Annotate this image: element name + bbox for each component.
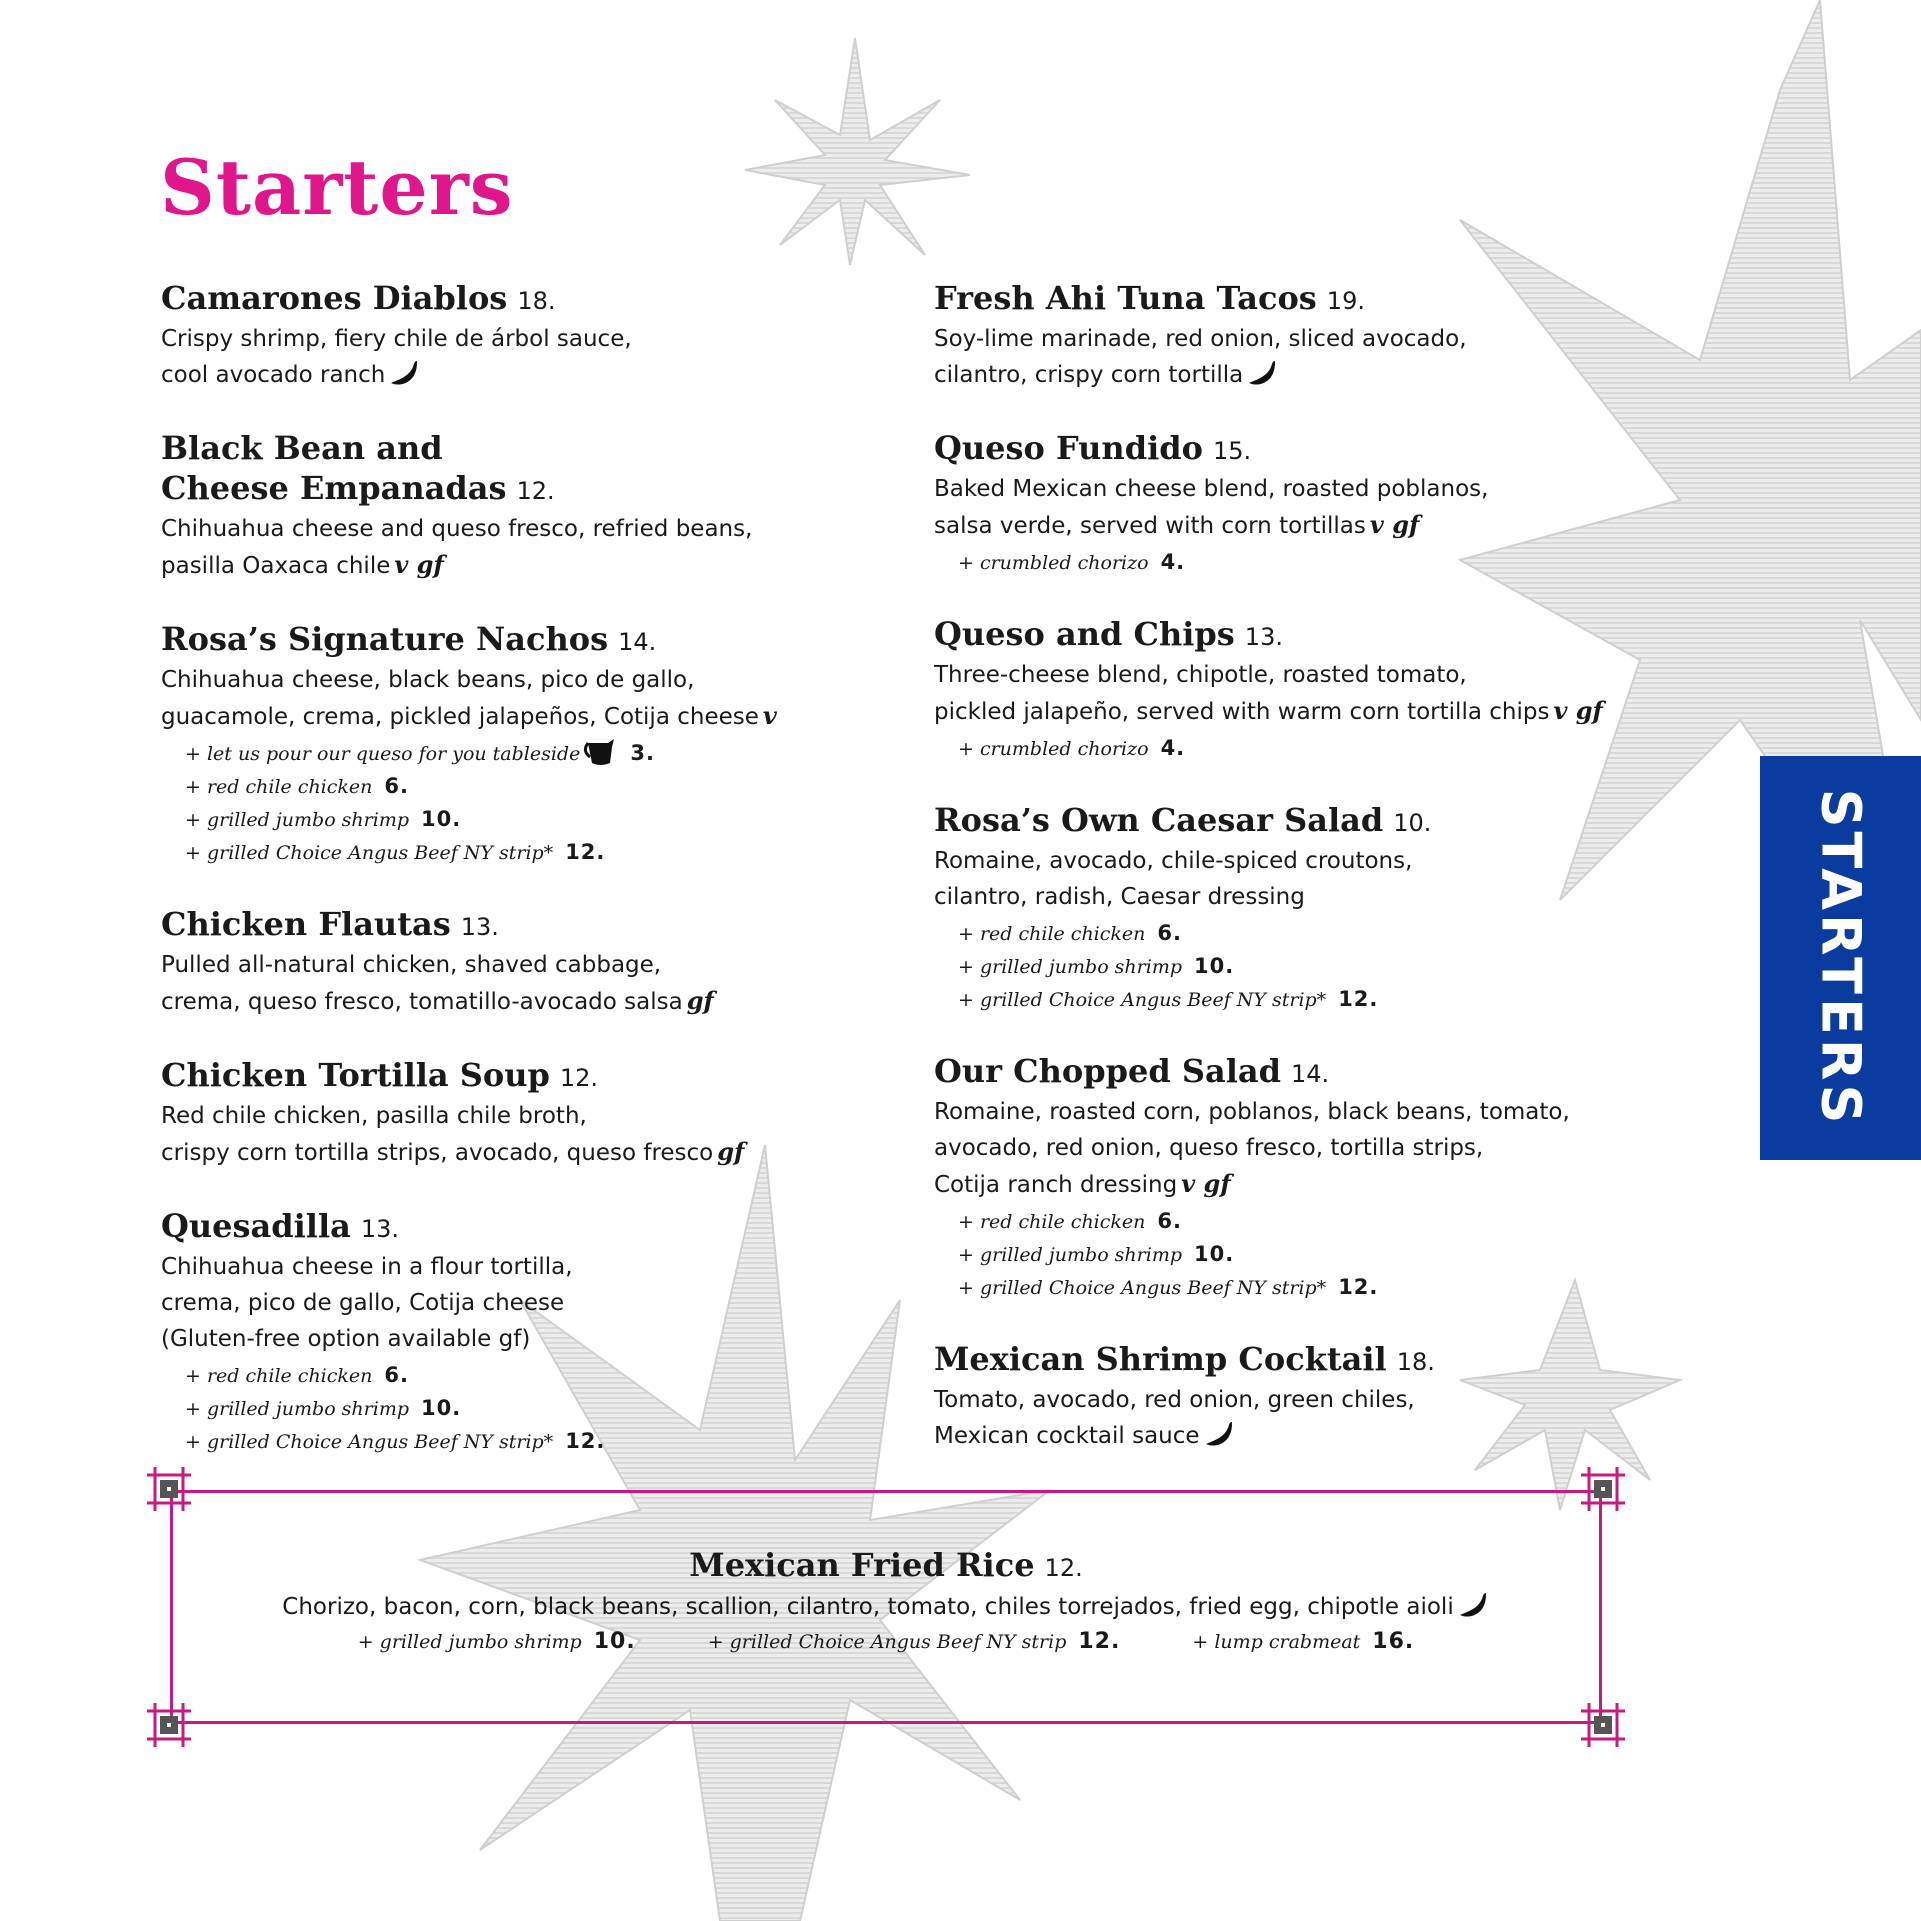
addon-item[interactable]: [185, 803, 801, 836]
item-description-line: [934, 357, 1634, 393]
item-description-line: [934, 321, 1634, 357]
item-description-text: crema, pico de gallo, Cotija cheese: [161, 1290, 565, 1316]
item-description-line: [161, 698, 801, 735]
item-description-text: pasilla Oaxaca chile: [161, 553, 391, 579]
item-description-text: Cotija ranch dressing: [934, 1172, 1178, 1198]
item-description-line: [934, 1130, 1634, 1166]
dietary-tags: v gf: [1181, 1169, 1231, 1198]
item-price: 13.: [1244, 623, 1283, 651]
addon-item[interactable]: [958, 950, 1634, 983]
addon-label: + let us pour our queso for you tableside: [185, 743, 581, 765]
section-tab-label: STARTERS: [1809, 788, 1872, 1128]
item-price: 12.: [1044, 1554, 1083, 1582]
item-name: [934, 1339, 1634, 1382]
addon-item[interactable]: [358, 1626, 636, 1658]
addon-item[interactable]: [185, 836, 801, 869]
item-description-text: Chorizo, bacon, corn, black beans, scallion, cilantro, tomato, chiles torrejados, fried egg, chipotle aioli: [282, 1594, 1454, 1620]
item-description-text: Soy-lime marinade, red onion, sliced avocado,: [934, 326, 1467, 352]
addon-item[interactable]: [958, 732, 1634, 765]
item-description-text: avocado, red onion, queso fresco, tortilla strips,: [934, 1135, 1484, 1161]
item-description-text: Pulled all-natural chicken, shaved cabbage,: [161, 952, 662, 978]
item-name-text: Mexican Fried Rice: [689, 1546, 1035, 1584]
item-description-text: pickled jalapeño, served with warm corn tortilla chips: [934, 699, 1550, 725]
item-description-line: [161, 1285, 801, 1321]
addon-item[interactable]: [185, 1359, 801, 1392]
dietary-tags: gf: [717, 1137, 745, 1166]
item-name-text: Fresh Ahi Tuna Tacos: [934, 279, 1317, 317]
frame-corner-icon: [147, 1467, 191, 1511]
item-name-text: Black Bean and: [161, 429, 443, 467]
item-description-line: [161, 1321, 801, 1357]
item-description-line: [161, 511, 801, 547]
addon-item[interactable]: [708, 1626, 1121, 1658]
addon-price: 16.: [1372, 1629, 1415, 1654]
pitcher-icon: [584, 737, 618, 767]
item-description: [934, 321, 1634, 393]
item-price: 19.: [1326, 287, 1365, 315]
addon-price: 10.: [1194, 954, 1235, 978]
item-name-text: Queso and Chips: [934, 615, 1235, 653]
item-name: [161, 468, 801, 511]
item-price: 18.: [1396, 1348, 1435, 1376]
addon-list: [185, 1359, 801, 1458]
menu-item[interactable]: [161, 1055, 801, 1171]
addon-price: 12.: [565, 840, 606, 864]
item-description-line: [161, 1134, 801, 1171]
item-name: [934, 1051, 1634, 1094]
addon-price: 12.: [1078, 1629, 1121, 1654]
item-description-line: [161, 321, 801, 357]
item-description: [934, 1382, 1634, 1454]
addon-item[interactable]: [1192, 1626, 1414, 1658]
menu-column-left: [161, 278, 801, 1493]
menu-item[interactable]: [161, 278, 801, 393]
chile-icon: [1204, 1420, 1236, 1448]
item-name: [934, 614, 1634, 657]
menu-item[interactable]: [161, 1206, 801, 1458]
item-name: [161, 1055, 801, 1098]
addon-price: 10.: [421, 807, 462, 831]
addon-item[interactable]: [958, 917, 1634, 950]
addon-price: 4.: [1160, 736, 1186, 760]
addon-label: + red chile chicken: [185, 776, 373, 798]
item-name: [161, 619, 801, 662]
menu-item[interactable]: [934, 800, 1634, 1016]
addon-price: 10.: [593, 1629, 636, 1654]
item-price: 10.: [1393, 809, 1432, 837]
item-description-text: Chihuahua cheese, black beans, pico de gallo,: [161, 667, 695, 693]
item-name-text: Rosa’s Signature Nachos: [161, 620, 609, 658]
item-name-text: Mexican Shrimp Cocktail: [934, 1340, 1387, 1378]
item-description-text: Baked Mexican cheese blend, roasted poblanos,: [934, 476, 1489, 502]
item-description-text: Romaine, roasted corn, poblanos, black beans, tomato,: [934, 1099, 1570, 1125]
addon-price: 12.: [1338, 987, 1379, 1011]
item-description-line: [161, 1098, 801, 1134]
addon-item[interactable]: [185, 737, 801, 770]
item-description-line: [934, 1418, 1634, 1454]
addon-label: + grilled jumbo shrimp: [958, 1244, 1182, 1266]
menu-item[interactable]: [934, 1339, 1634, 1454]
addon-item[interactable]: [958, 1238, 1634, 1271]
item-price: 12.: [516, 477, 555, 505]
item-name-text: Chicken Tortilla Soup: [161, 1056, 550, 1094]
dietary-tags: v: [762, 701, 777, 730]
item-description: [161, 947, 801, 1020]
item-description: [161, 321, 801, 393]
item-price: 15.: [1212, 437, 1252, 465]
item-description-line: [161, 662, 801, 698]
addon-label: + grilled Choice Angus Beef NY strip*: [185, 1431, 554, 1453]
addon-label: + grilled Choice Angus Beef NY strip*: [958, 1277, 1327, 1299]
addon-label: + grilled Choice Angus Beef NY strip*: [958, 989, 1327, 1011]
item-description-line: [161, 357, 801, 393]
item-description: [161, 511, 801, 584]
addon-price: 6.: [384, 1363, 409, 1387]
menu-column-right: [934, 278, 1634, 1489]
item-description-text: cool avocado ranch: [161, 362, 386, 388]
item-description-text: crispy corn tortilla strips, avocado, queso fresco: [161, 1140, 714, 1166]
item-description-text: Tomato, avocado, red onion, green chiles,: [934, 1387, 1415, 1413]
addon-list: [958, 917, 1634, 1016]
addon-item[interactable]: [958, 1271, 1634, 1304]
menu-item[interactable]: [934, 278, 1634, 393]
addon-item[interactable]: [185, 1392, 801, 1425]
frame-corner-icon: [1581, 1703, 1625, 1747]
item-description-text: Romaine, avocado, chile-spiced croutons,: [934, 848, 1413, 874]
menu-item[interactable]: [161, 428, 801, 584]
addon-label: + red chile chicken: [958, 1211, 1146, 1233]
menu-item[interactable]: [934, 428, 1634, 579]
addon-list: [958, 732, 1634, 765]
addon-price: 6.: [384, 774, 409, 798]
dietary-tags: v gf: [1369, 510, 1420, 539]
addon-label: + red chile chicken: [185, 1365, 373, 1387]
addon-price: 3.: [630, 741, 655, 765]
item-name: [161, 904, 801, 947]
item-name-text: Our Chopped Salad: [934, 1052, 1281, 1090]
frame-corner-icon: [1581, 1467, 1625, 1511]
item-description-line: [934, 507, 1634, 544]
item-price: 13.: [360, 1215, 399, 1243]
item-description: [934, 657, 1634, 730]
item-description-text: Chihuahua cheese in a flour tortilla,: [161, 1254, 573, 1280]
item-price: 14.: [1290, 1060, 1330, 1088]
item-description: [934, 471, 1634, 544]
addon-label: + crumbled chorizo: [958, 738, 1149, 760]
chile-icon: [1458, 1591, 1490, 1619]
menu-item[interactable]: [161, 619, 801, 869]
item-description-line: [934, 1166, 1634, 1203]
item-description-text: Chihuahua cheese and queso fresco, refried beans,: [161, 516, 753, 542]
featured-item[interactable]: [173, 1545, 1599, 1658]
item-price: 18.: [517, 287, 556, 315]
item-name-text: Cheese Empanadas: [161, 469, 507, 507]
featured-addons: [173, 1626, 1599, 1658]
chile-icon: [389, 359, 421, 387]
addon-label: + lump crabmeat: [1192, 1631, 1361, 1653]
star-decoration-icon: [745, 38, 970, 265]
menu-item[interactable]: [161, 904, 801, 1020]
item-description-line: [934, 1094, 1634, 1130]
addon-label: + grilled jumbo shrimp: [185, 809, 409, 831]
addon-label: + crumbled chorizo: [958, 552, 1149, 574]
item-name: [161, 278, 801, 321]
addon-item[interactable]: [958, 546, 1634, 579]
section-tab[interactable]: [1760, 756, 1921, 1160]
item-price: 14.: [618, 628, 657, 656]
menu-item[interactable]: [934, 614, 1634, 765]
item-description-text: cilantro, crispy corn tortilla: [934, 362, 1244, 388]
item-description-line: [934, 843, 1634, 879]
addon-price: 4.: [1160, 550, 1186, 574]
addon-item[interactable]: [185, 1425, 801, 1458]
item-price: 12.: [559, 1064, 599, 1092]
item-name: [934, 800, 1634, 843]
item-description-line: [934, 693, 1634, 730]
addon-price: 12.: [565, 1429, 606, 1453]
addon-list: [958, 546, 1634, 579]
addon-label: + grilled Choice Angus Beef NY strip: [707, 1631, 1067, 1653]
item-description-line: [934, 471, 1634, 507]
item-name-text: Rosa’s Own Caesar Salad: [934, 801, 1384, 839]
addon-label: + grilled jumbo shrimp: [958, 956, 1182, 978]
item-name: [161, 428, 801, 468]
item-description-line: [934, 1382, 1634, 1418]
addon-price: 12.: [1338, 1275, 1379, 1299]
item-name: [934, 278, 1634, 321]
addon-label: + grilled jumbo shrimp: [185, 1398, 409, 1420]
frame-corner-icon: [147, 1703, 191, 1747]
addon-label: + grilled jumbo shrimp: [357, 1631, 582, 1653]
dietary-tags: gf: [686, 986, 714, 1015]
item-description: [161, 1098, 801, 1171]
addon-price: 6.: [1157, 921, 1182, 945]
addon-price: 10.: [421, 1396, 462, 1420]
item-description-line: [161, 947, 801, 983]
dietary-tags: v gf: [1553, 696, 1603, 725]
item-description-line: [934, 657, 1634, 693]
item-description-text: (Gluten-free option available gf): [161, 1326, 531, 1352]
item-description-text: Crispy shrimp, fiery chile de árbol sauce,: [161, 326, 632, 352]
item-description-text: Mexican cocktail sauce: [934, 1423, 1200, 1449]
item-name-text: Chicken Flautas: [161, 905, 451, 943]
item-name-text: Queso Fundido: [934, 429, 1203, 467]
item-description-text: Three-cheese blend, chipotle, roasted tomato,: [934, 662, 1467, 688]
item-description-line: [161, 547, 801, 584]
item-name: [161, 1206, 801, 1249]
item-description-text: salsa verde, served with corn tortillas: [934, 513, 1366, 539]
addon-price: 6.: [1157, 1209, 1182, 1233]
item-description: [161, 1249, 801, 1357]
addon-list: [958, 1205, 1634, 1304]
item-description: [934, 1094, 1634, 1203]
item-name-text: Camarones Diablos: [161, 279, 508, 317]
item-description-text: Red chile chicken, pasilla chile broth,: [161, 1103, 587, 1129]
item-description-line: [161, 1249, 801, 1285]
chile-icon: [1247, 359, 1279, 387]
item-description-text: cilantro, radish, Caesar dressing: [934, 884, 1305, 910]
item-description: [173, 1588, 1599, 1626]
item-description-line: [934, 879, 1634, 915]
item-description-text: guacamole, crema, pickled jalapeños, Cotija cheese: [161, 704, 759, 730]
item-description: [161, 662, 801, 735]
item-name: [934, 428, 1634, 471]
addon-item[interactable]: [185, 770, 801, 803]
menu-item[interactable]: [934, 1051, 1634, 1304]
addon-price: 10.: [1194, 1242, 1235, 1266]
addon-label: + red chile chicken: [958, 923, 1146, 945]
item-description: [934, 843, 1634, 915]
addon-item[interactable]: [958, 983, 1634, 1016]
addon-item[interactable]: [958, 1205, 1634, 1238]
page-title: Starters: [160, 143, 514, 232]
addon-list: [185, 737, 801, 869]
item-name: [173, 1545, 1599, 1588]
item-description-line: [161, 983, 801, 1020]
featured-item-box: [170, 1490, 1602, 1724]
item-price: 13.: [460, 913, 499, 941]
addon-label: + grilled Choice Angus Beef NY strip*: [185, 842, 554, 864]
item-description-text: crema, queso fresco, tomatillo-avocado salsa: [161, 989, 683, 1015]
item-name-text: Quesadilla: [161, 1207, 351, 1245]
dietary-tags: v gf: [394, 550, 444, 579]
